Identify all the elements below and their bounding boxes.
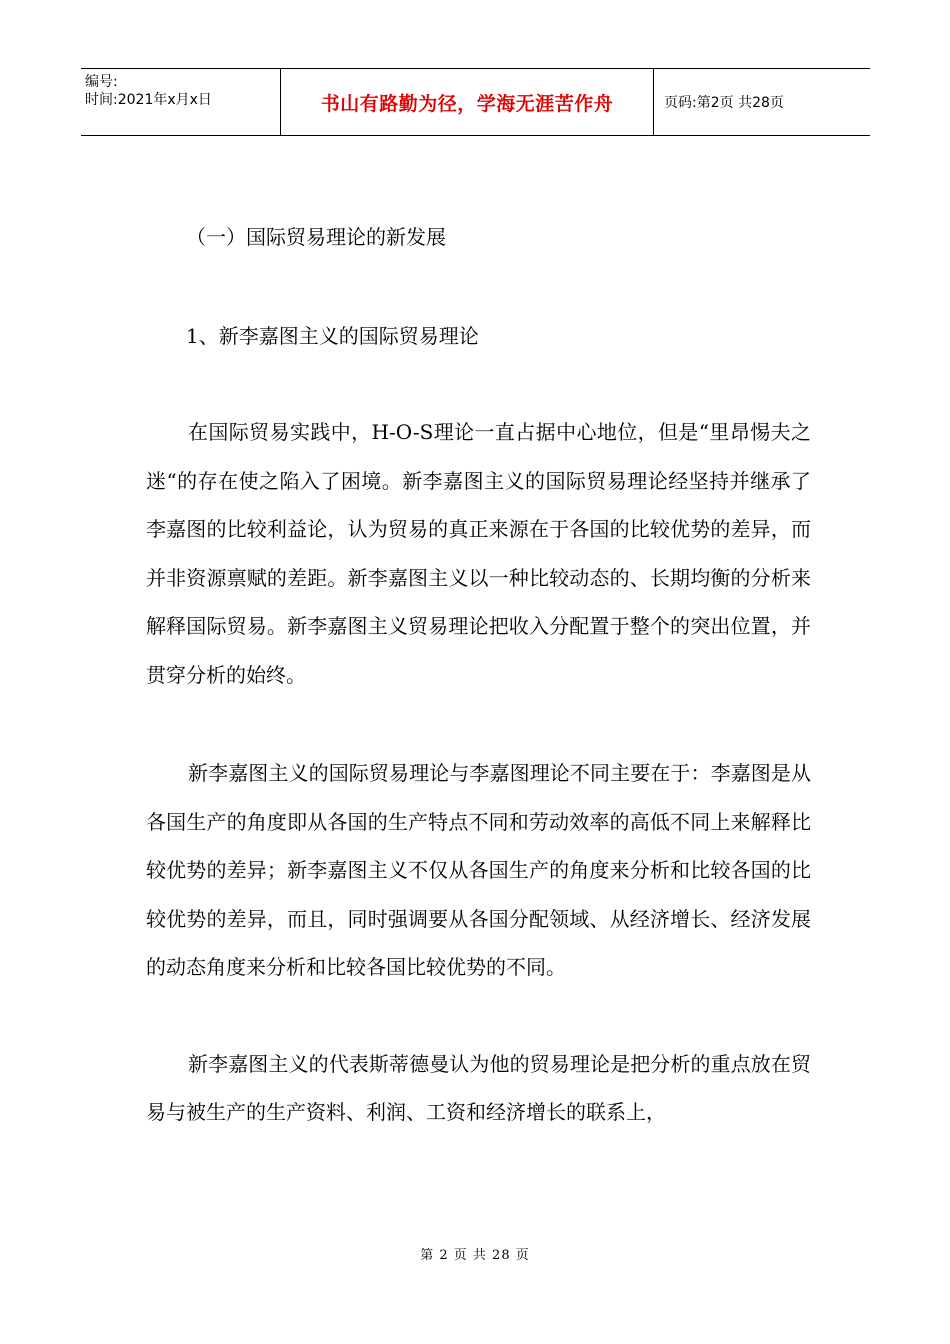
- header-motto-cell: [281, 69, 654, 135]
- section-heading: （一）国际贸易理论的新发展: [186, 225, 446, 249]
- page-header: [81, 68, 870, 136]
- page-footer: [0, 1244, 950, 1263]
- document-body: [146, 205, 811, 1137]
- body-paragraph-3: 新李嘉图主义的代表斯蒂德曼认为他的贸易理论是把分析的重点放在贸易与被生产的生产资料、利润、工资和经济增长的联系上，: [146, 1051, 811, 1124]
- header-meta-cell: [81, 69, 281, 135]
- header-motto: 书山有路勤为径，学海无涯苦作舟: [320, 92, 614, 115]
- header-page-info: 页码:第2页 共28页: [664, 95, 784, 111]
- header-page-cell: [654, 69, 870, 135]
- document-date: 时间:2021年x月x日: [85, 92, 212, 108]
- body-paragraph-1: 在国际贸易实践中，H-O-S理论一直占据中心地位，但是“里昂惕夫之迷“的存在使之陷入了困境。新李嘉图主义的国际贸易理论经坚持并继承了李嘉图的比较利益论，认为贸易的真正来源在于各国的比较优势的差异，而并非资源禀赋的差距。新李嘉图主义以一种比较动态的、长期均衡的分析来解释国际贸易。新李嘉图主义贸易理论把收入分配置于整个的突出位置，并贯穿分析的始终。: [146, 420, 811, 687]
- subsection-heading: 1、新李嘉图主义的国际贸易理论: [186, 323, 479, 348]
- body-paragraph-2: 新李嘉图主义的国际贸易理论与李嘉图理论不同主要在于：李嘉图是从各国生产的角度即从各国的生产特点不同和劳动效率的高低不同上来解释比较优势的差异；新李嘉图主义不仅从各国生产的角度来分析和比较各国的比较优势的差异，而且，同时强调要从各国分配领域、从经济增长、经济发展的动态角度来分析和比较各国比较优势的不同。: [146, 761, 811, 979]
- document-number-label: 编号:: [85, 74, 118, 90]
- footer-page-number: 第 2 页 共 28 页: [420, 1248, 530, 1263]
